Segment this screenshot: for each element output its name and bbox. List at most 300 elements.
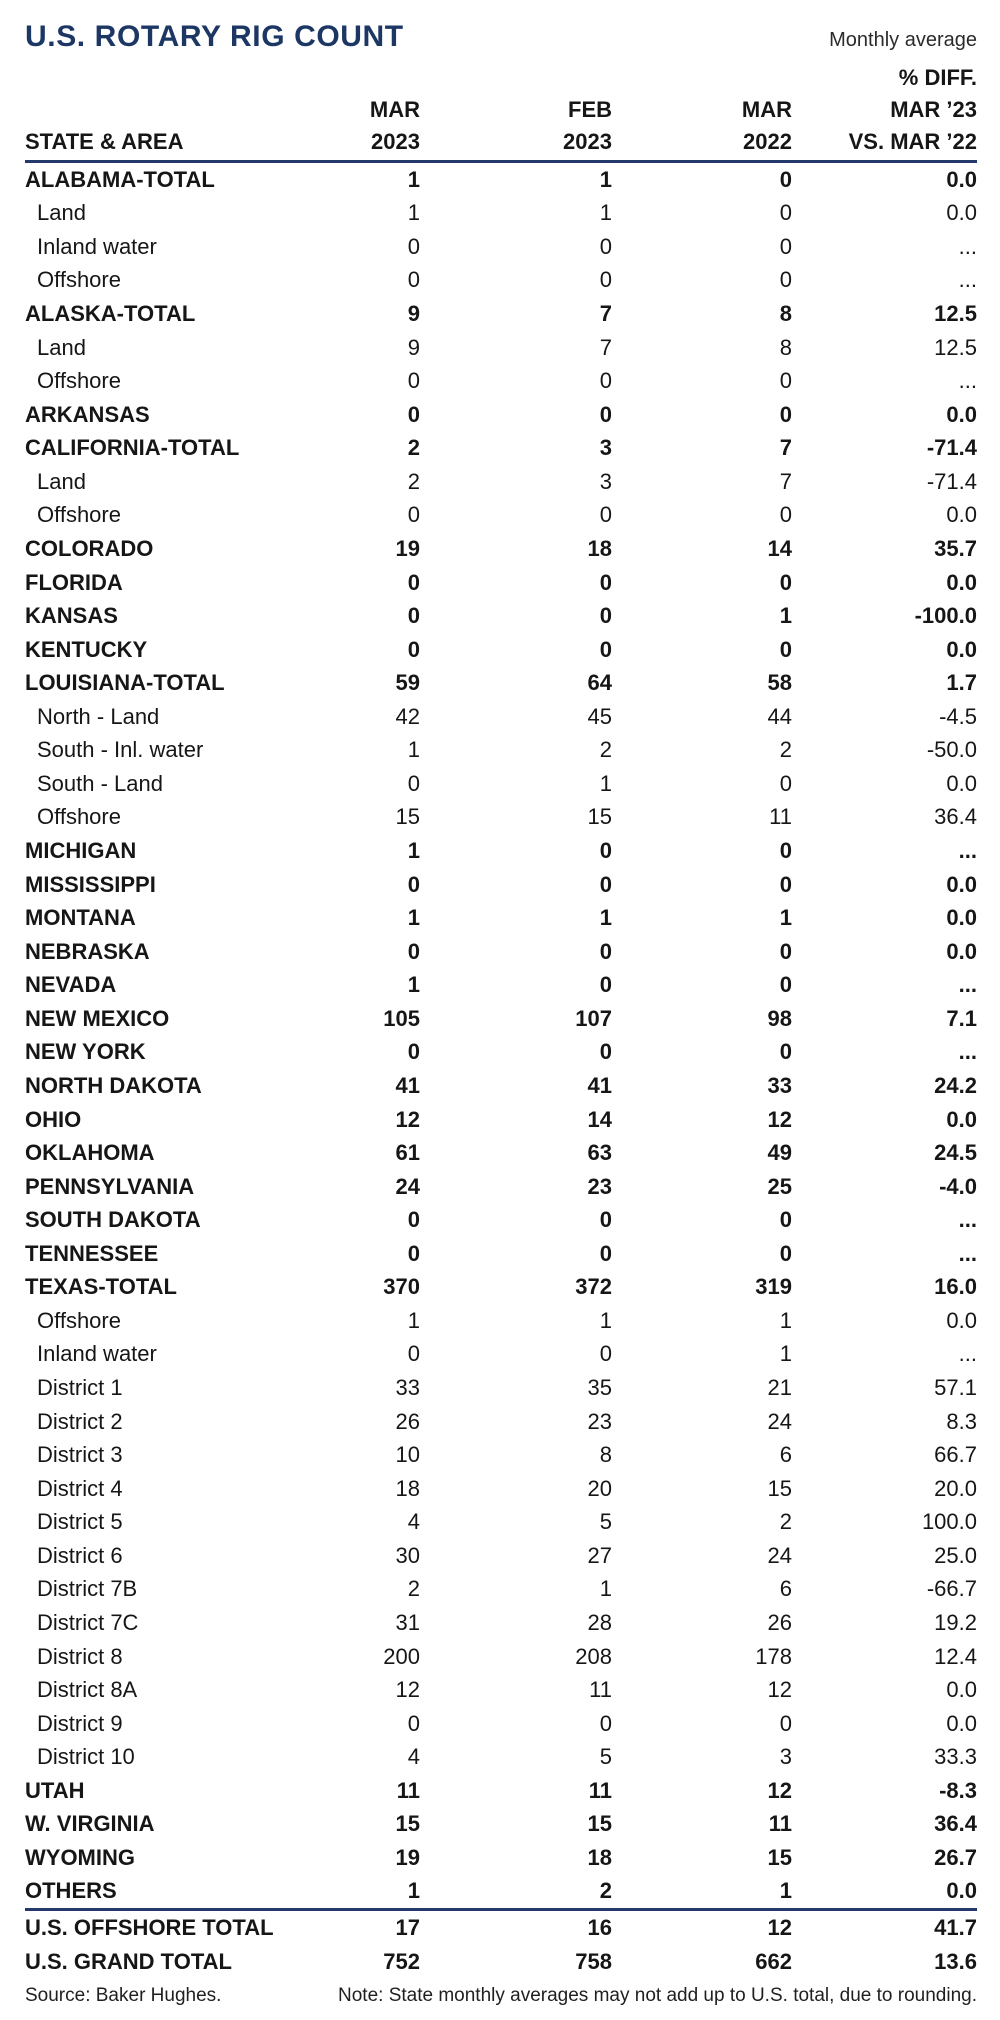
row-value-mar-2022: 24 xyxy=(767,1408,792,1434)
row-value-feb-2023: 3 xyxy=(599,468,612,494)
table-row xyxy=(25,197,977,231)
row-value-mar-2023: 30 xyxy=(395,1542,420,1568)
row-value-feb-2023: 0 xyxy=(599,1039,612,1065)
table-row xyxy=(25,1472,977,1506)
table-row xyxy=(25,969,977,1003)
header-mar: MAR xyxy=(369,97,420,122)
row-value-mar-2022: 1 xyxy=(779,1878,792,1904)
table-row xyxy=(25,734,977,768)
row-value-pct-diff: 0.0 xyxy=(946,1106,977,1132)
row-value-feb-2023: 28 xyxy=(587,1609,612,1635)
row-value-pct-diff: ... xyxy=(958,368,977,394)
row-label: District 8 xyxy=(37,1643,123,1669)
row-value-pct-diff: -71.4 xyxy=(926,435,977,461)
table-row xyxy=(25,1338,977,1372)
table-column-headers xyxy=(25,62,977,163)
row-value-mar-2023: 2 xyxy=(407,1576,420,1602)
row-value-mar-2023: 61 xyxy=(395,1140,420,1166)
header-mar-23: MAR ’23 xyxy=(890,97,977,122)
row-value-mar-2023: 15 xyxy=(395,804,420,830)
row-value-feb-2023: 14 xyxy=(587,1106,612,1132)
row-label: TEXAS-TOTAL xyxy=(25,1274,177,1300)
row-value-mar-2023: 12 xyxy=(395,1677,420,1703)
table-row xyxy=(25,901,977,935)
row-value-pct-diff: 0.0 xyxy=(946,401,977,427)
table-row xyxy=(25,1069,977,1103)
row-value-pct-diff: 12.4 xyxy=(934,1643,977,1669)
row-value-pct-diff: 0.0 xyxy=(946,871,977,897)
row-value-feb-2023: 1 xyxy=(599,1307,612,1333)
row-value-mar-2023: 4 xyxy=(407,1744,420,1770)
row-value-pct-diff: ... xyxy=(958,1207,977,1233)
row-value-mar-2022: 21 xyxy=(767,1375,792,1401)
row-value-mar-2023: 370 xyxy=(383,1274,420,1300)
row-value-pct-diff: ... xyxy=(958,267,977,293)
row-value-mar-2023: 24 xyxy=(395,1173,420,1199)
row-value-pct-diff: 0.0 xyxy=(946,1878,977,1904)
row-value-pct-diff: 66.7 xyxy=(934,1442,977,1468)
row-value-mar-2023: 0 xyxy=(407,401,420,427)
table-row xyxy=(25,499,977,533)
row-value-feb-2023: 0 xyxy=(599,267,612,293)
row-value-mar-2022: 0 xyxy=(779,1207,792,1233)
row-value-pct-diff: 0.0 xyxy=(946,166,977,192)
row-value-feb-2023: 0 xyxy=(599,569,612,595)
table-row xyxy=(25,834,977,868)
row-value-feb-2023: 2 xyxy=(599,1878,612,1904)
row-value-mar-2022: 0 xyxy=(779,569,792,595)
table-row xyxy=(25,1506,977,1540)
row-value-mar-2023: 9 xyxy=(407,334,420,360)
row-value-pct-diff: ... xyxy=(958,1039,977,1065)
row-value-mar-2022: 1 xyxy=(779,905,792,931)
row-value-pct-diff: 19.2 xyxy=(934,1609,977,1635)
row-label: ALASKA-TOTAL xyxy=(25,301,196,327)
row-value-mar-2022: 7 xyxy=(779,435,792,461)
table-row xyxy=(25,1136,977,1170)
row-value-mar-2023: 42 xyxy=(395,703,420,729)
row-value-mar-2022: 12 xyxy=(767,1915,792,1941)
row-label: North - Land xyxy=(37,703,160,729)
table-row xyxy=(25,1237,977,1271)
row-value-mar-2023: 17 xyxy=(395,1915,420,1941)
row-value-feb-2023: 41 xyxy=(587,1072,612,1098)
row-label: Offshore xyxy=(37,502,121,528)
table-row xyxy=(25,566,977,600)
row-value-pct-diff: 7.1 xyxy=(946,1005,977,1031)
row-value-feb-2023: 372 xyxy=(575,1274,612,1300)
row-label: District 9 xyxy=(37,1710,123,1736)
row-value-pct-diff: 20.0 xyxy=(934,1475,977,1501)
row-value-mar-2023: 19 xyxy=(395,535,420,561)
row-value-mar-2022: 58 xyxy=(767,670,792,696)
row-value-mar-2022: 0 xyxy=(779,972,792,998)
row-value-mar-2022: 0 xyxy=(779,267,792,293)
row-value-mar-2023: 0 xyxy=(407,502,420,528)
row-value-mar-2023: 0 xyxy=(407,267,420,293)
row-value-pct-diff: 24.5 xyxy=(934,1140,977,1166)
row-value-mar-2022: 7 xyxy=(779,468,792,494)
table-row xyxy=(25,465,977,499)
row-value-mar-2023: 0 xyxy=(407,938,420,964)
row-label: TENNESSEE xyxy=(25,1240,159,1266)
row-value-mar-2022: 2 xyxy=(779,1509,792,1535)
row-label: District 2 xyxy=(37,1408,123,1434)
row-value-pct-diff: -50.0 xyxy=(926,737,977,763)
row-value-feb-2023: 0 xyxy=(599,401,612,427)
row-value-mar-2023: 0 xyxy=(407,1039,420,1065)
row-value-mar-2022: 0 xyxy=(779,1039,792,1065)
row-value-mar-2022: 8 xyxy=(779,334,792,360)
row-value-feb-2023: 5 xyxy=(599,1509,612,1535)
header-2023-b: 2023 xyxy=(563,129,612,154)
row-value-mar-2022: 1 xyxy=(779,603,792,629)
table-row xyxy=(25,1606,977,1640)
source-credit: Source: Baker Hughes. xyxy=(25,1985,222,2007)
row-label: FLORIDA xyxy=(25,569,123,595)
row-value-mar-2022: 0 xyxy=(779,368,792,394)
row-value-pct-diff: 8.3 xyxy=(946,1408,977,1434)
row-value-feb-2023: 1 xyxy=(599,905,612,931)
row-value-pct-diff: -8.3 xyxy=(939,1777,977,1803)
row-label: District 1 xyxy=(37,1375,123,1401)
table-row xyxy=(25,1304,977,1338)
table-row xyxy=(25,1539,977,1573)
row-value-feb-2023: 63 xyxy=(587,1140,612,1166)
row-value-mar-2022: 0 xyxy=(779,166,792,192)
row-value-feb-2023: 0 xyxy=(599,502,612,528)
row-value-mar-2022: 0 xyxy=(779,871,792,897)
row-label: District 7B xyxy=(37,1576,138,1602)
table-row xyxy=(25,767,977,801)
row-value-feb-2023: 1 xyxy=(599,770,612,796)
row-value-feb-2023: 1 xyxy=(599,1576,612,1602)
row-label: NORTH DAKOTA xyxy=(25,1072,202,1098)
row-value-feb-2023: 27 xyxy=(587,1542,612,1568)
row-label: MICHIGAN xyxy=(25,838,137,864)
table-totals xyxy=(25,1908,977,1979)
row-label: SOUTH DAKOTA xyxy=(25,1207,201,1233)
row-value-pct-diff: ... xyxy=(958,1341,977,1367)
row-value-feb-2023: 107 xyxy=(575,1005,612,1031)
row-value-mar-2022: 0 xyxy=(779,1710,792,1736)
row-value-mar-2023: 0 xyxy=(407,770,420,796)
row-value-feb-2023: 1 xyxy=(599,166,612,192)
page-title: U.S. ROTARY RIG COUNT xyxy=(25,20,404,53)
row-label: Inland water xyxy=(37,233,157,259)
row-label: Land xyxy=(37,200,86,226)
row-value-feb-2023: 758 xyxy=(575,1949,612,1975)
row-value-mar-2023: 15 xyxy=(395,1811,420,1837)
row-value-mar-2022: 11 xyxy=(768,1811,792,1837)
row-value-mar-2022: 6 xyxy=(779,1576,792,1602)
row-label: MONTANA xyxy=(25,905,136,931)
graphic-header xyxy=(25,20,977,62)
row-value-feb-2023: 0 xyxy=(599,636,612,662)
row-value-mar-2022: 11 xyxy=(769,804,792,830)
header-feb: FEB xyxy=(568,97,612,122)
row-value-feb-2023: 208 xyxy=(575,1643,612,1669)
row-value-mar-2022: 15 xyxy=(767,1844,792,1870)
row-value-pct-diff: 36.4 xyxy=(934,1811,977,1837)
row-value-mar-2023: 2 xyxy=(407,468,420,494)
row-value-feb-2023: 35 xyxy=(587,1375,612,1401)
row-label: Land xyxy=(37,468,86,494)
header-mar-2: MAR xyxy=(741,97,792,122)
row-label: District 6 xyxy=(37,1542,123,1568)
row-label: NEW MEXICO xyxy=(25,1005,170,1031)
row-value-mar-2023: 59 xyxy=(395,670,420,696)
table-row xyxy=(25,1841,977,1875)
row-value-feb-2023: 7 xyxy=(599,301,612,327)
row-value-mar-2022: 8 xyxy=(779,301,792,327)
row-value-pct-diff: 16.0 xyxy=(934,1274,977,1300)
row-value-mar-2023: 0 xyxy=(407,1341,420,1367)
table-row xyxy=(25,1271,977,1305)
row-value-feb-2023: 0 xyxy=(599,1710,612,1736)
row-value-mar-2022: 15 xyxy=(767,1475,792,1501)
row-label: Inland water xyxy=(37,1341,157,1367)
row-value-pct-diff: 33.3 xyxy=(934,1744,977,1770)
row-value-pct-diff: 0.0 xyxy=(946,1677,977,1703)
row-value-pct-diff: -66.7 xyxy=(926,1576,977,1602)
table-row xyxy=(25,1036,977,1070)
row-value-feb-2023: 23 xyxy=(587,1173,612,1199)
row-value-mar-2023: 11 xyxy=(396,1777,420,1803)
row-value-mar-2022: 3 xyxy=(779,1744,792,1770)
row-label: CALIFORNIA-TOTAL xyxy=(25,435,240,461)
row-value-pct-diff: 0.0 xyxy=(946,502,977,528)
row-value-mar-2022: 44 xyxy=(767,703,792,729)
row-label: District 8A xyxy=(37,1677,138,1703)
row-value-pct-diff: 36.4 xyxy=(934,804,977,830)
row-value-pct-diff: 100.0 xyxy=(921,1509,977,1535)
row-value-mar-2023: 0 xyxy=(407,1240,420,1266)
table-row xyxy=(25,1203,977,1237)
row-value-mar-2022: 2 xyxy=(779,737,792,763)
table-row xyxy=(25,1438,977,1472)
row-value-pct-diff: 57.1 xyxy=(934,1375,977,1401)
row-label: District 10 xyxy=(37,1744,135,1770)
table-row xyxy=(25,1103,977,1137)
row-value-pct-diff: 0.0 xyxy=(946,636,977,662)
row-label: South - Land xyxy=(37,770,163,796)
row-label: U.S. GRAND TOTAL xyxy=(25,1949,232,1975)
table-row xyxy=(25,1875,977,1909)
row-value-mar-2022: 14 xyxy=(767,535,792,561)
rounding-note: Note: State monthly averages may not add up to U.S. total, due to rounding. xyxy=(338,1985,977,2007)
table-row xyxy=(25,1573,977,1607)
table-row xyxy=(25,1740,977,1774)
row-value-mar-2023: 4 xyxy=(407,1509,420,1535)
row-value-pct-diff: 0.0 xyxy=(946,1710,977,1736)
row-value-pct-diff: 24.2 xyxy=(934,1072,977,1098)
row-value-mar-2022: 49 xyxy=(767,1140,792,1166)
header-line-2 xyxy=(25,94,977,126)
row-value-feb-2023: 0 xyxy=(599,871,612,897)
row-label: Offshore xyxy=(37,804,121,830)
row-value-mar-2023: 105 xyxy=(383,1005,420,1031)
row-label: District 3 xyxy=(37,1442,123,1468)
row-value-mar-2022: 1 xyxy=(779,1307,792,1333)
header-state-area: STATE & AREA xyxy=(25,129,184,154)
row-value-mar-2023: 1 xyxy=(407,972,420,998)
row-value-pct-diff: 0.0 xyxy=(946,569,977,595)
row-value-feb-2023: 3 xyxy=(599,435,612,461)
row-value-mar-2023: 1 xyxy=(407,838,420,864)
row-value-pct-diff: ... xyxy=(958,1240,977,1266)
table-row xyxy=(25,1808,977,1842)
row-value-feb-2023: 11 xyxy=(589,1677,612,1703)
header-line-1 xyxy=(25,62,977,94)
row-value-feb-2023: 0 xyxy=(599,1240,612,1266)
row-value-pct-diff: 41.7 xyxy=(934,1915,977,1941)
table-row xyxy=(25,264,977,298)
row-value-feb-2023: 18 xyxy=(587,535,612,561)
row-value-mar-2022: 0 xyxy=(779,838,792,864)
row-value-pct-diff: 12.5 xyxy=(934,301,977,327)
row-label: District 7C xyxy=(37,1609,139,1635)
table-row xyxy=(25,599,977,633)
row-value-feb-2023: 0 xyxy=(599,368,612,394)
row-value-mar-2023: 26 xyxy=(395,1408,420,1434)
row-value-pct-diff: ... xyxy=(958,233,977,259)
table-row xyxy=(25,1945,977,1979)
row-value-mar-2022: 12 xyxy=(767,1777,792,1803)
row-value-mar-2022: 0 xyxy=(779,1240,792,1266)
row-value-feb-2023: 45 xyxy=(587,703,612,729)
row-value-feb-2023: 15 xyxy=(587,1811,612,1837)
row-label: UTAH xyxy=(25,1777,85,1803)
row-value-mar-2023: 18 xyxy=(395,1475,420,1501)
row-value-pct-diff: 25.0 xyxy=(934,1542,977,1568)
row-value-pct-diff: 26.7 xyxy=(934,1844,977,1870)
row-value-mar-2023: 2 xyxy=(407,435,420,461)
row-value-mar-2022: 0 xyxy=(779,770,792,796)
row-value-pct-diff: 12.5 xyxy=(934,334,977,360)
table-row xyxy=(25,801,977,835)
graphic-footer xyxy=(25,1985,977,2007)
row-value-mar-2023: 1 xyxy=(407,1878,420,1904)
row-value-pct-diff: 0.0 xyxy=(946,905,977,931)
row-label: LOUISIANA-TOTAL xyxy=(25,670,225,696)
row-value-feb-2023: 1 xyxy=(599,200,612,226)
table-row xyxy=(25,1640,977,1674)
row-value-feb-2023: 0 xyxy=(599,1207,612,1233)
row-value-mar-2023: 1 xyxy=(407,737,420,763)
table-row xyxy=(25,666,977,700)
row-label: District 5 xyxy=(37,1509,123,1535)
row-label: ALABAMA-TOTAL xyxy=(25,166,215,192)
row-value-mar-2022: 0 xyxy=(779,401,792,427)
table-row xyxy=(25,935,977,969)
header-vs-mar-22: VS. MAR ’22 xyxy=(848,129,977,154)
header-2022: 2022 xyxy=(743,129,792,154)
row-value-mar-2022: 12 xyxy=(767,1677,792,1703)
row-label: OKLAHOMA xyxy=(25,1140,155,1166)
row-value-feb-2023: 0 xyxy=(599,233,612,259)
row-value-pct-diff: 13.6 xyxy=(934,1949,977,1975)
row-value-mar-2022: 12 xyxy=(767,1106,792,1132)
row-label: OHIO xyxy=(25,1106,82,1132)
row-value-pct-diff: 0.0 xyxy=(946,938,977,964)
table-row xyxy=(25,1371,977,1405)
row-value-pct-diff: ... xyxy=(958,838,977,864)
row-value-mar-2022: 178 xyxy=(755,1643,792,1669)
row-value-feb-2023: 16 xyxy=(587,1915,612,1941)
table-row xyxy=(25,398,977,432)
row-label: KANSAS xyxy=(25,603,118,629)
row-label: WYOMING xyxy=(25,1844,135,1870)
table-row xyxy=(25,297,977,331)
row-value-mar-2022: 98 xyxy=(767,1005,792,1031)
row-value-pct-diff: 0.0 xyxy=(946,770,977,796)
row-value-mar-2022: 0 xyxy=(779,200,792,226)
table-row xyxy=(25,163,977,197)
row-value-mar-2022: 6 xyxy=(779,1442,792,1468)
row-value-feb-2023: 18 xyxy=(587,1844,612,1870)
table-body xyxy=(25,163,977,1908)
row-value-feb-2023: 23 xyxy=(587,1408,612,1434)
table-row xyxy=(25,364,977,398)
row-value-mar-2023: 9 xyxy=(407,301,420,327)
row-label: OTHERS xyxy=(25,1878,117,1904)
table-row xyxy=(25,633,977,667)
row-value-mar-2023: 0 xyxy=(407,636,420,662)
row-label: Land xyxy=(37,334,86,360)
row-value-pct-diff: ... xyxy=(958,972,977,998)
row-value-mar-2023: 1 xyxy=(407,1307,420,1333)
row-value-mar-2023: 41 xyxy=(395,1072,420,1098)
row-value-mar-2023: 1 xyxy=(407,905,420,931)
row-value-mar-2022: 24 xyxy=(767,1542,792,1568)
row-value-mar-2022: 25 xyxy=(767,1173,792,1199)
row-label: NEBRASKA xyxy=(25,938,150,964)
header-line-3 xyxy=(25,126,977,158)
row-label: KENTUCKY xyxy=(25,636,148,662)
row-value-mar-2023: 752 xyxy=(383,1949,420,1975)
row-value-feb-2023: 0 xyxy=(599,838,612,864)
row-value-mar-2023: 0 xyxy=(407,1710,420,1736)
table-row xyxy=(25,1405,977,1439)
row-value-mar-2022: 319 xyxy=(755,1274,792,1300)
row-value-feb-2023: 0 xyxy=(599,972,612,998)
row-label: Offshore xyxy=(37,1307,121,1333)
row-label: MISSISSIPPI xyxy=(25,871,156,897)
row-value-feb-2023: 64 xyxy=(587,670,612,696)
row-value-mar-2022: 26 xyxy=(767,1609,792,1635)
header-pct-diff: % DIFF. xyxy=(898,65,977,90)
row-value-mar-2022: 0 xyxy=(779,233,792,259)
row-value-pct-diff: 35.7 xyxy=(934,535,977,561)
row-value-feb-2023: 15 xyxy=(587,804,612,830)
row-value-mar-2023: 1 xyxy=(407,166,420,192)
row-value-mar-2023: 33 xyxy=(395,1375,420,1401)
row-value-feb-2023: 20 xyxy=(587,1475,612,1501)
row-value-mar-2022: 662 xyxy=(755,1949,792,1975)
row-value-pct-diff: -4.0 xyxy=(939,1173,977,1199)
row-value-mar-2022: 0 xyxy=(779,636,792,662)
table-row xyxy=(25,432,977,466)
row-value-feb-2023: 11 xyxy=(588,1777,612,1803)
row-value-pct-diff: 0.0 xyxy=(946,200,977,226)
row-value-mar-2023: 0 xyxy=(407,603,420,629)
row-label: Offshore xyxy=(37,267,121,293)
row-value-mar-2023: 0 xyxy=(407,871,420,897)
row-label: PENNSYLVANIA xyxy=(25,1173,195,1199)
table-row xyxy=(25,1170,977,1204)
row-label: COLORADO xyxy=(25,535,154,561)
